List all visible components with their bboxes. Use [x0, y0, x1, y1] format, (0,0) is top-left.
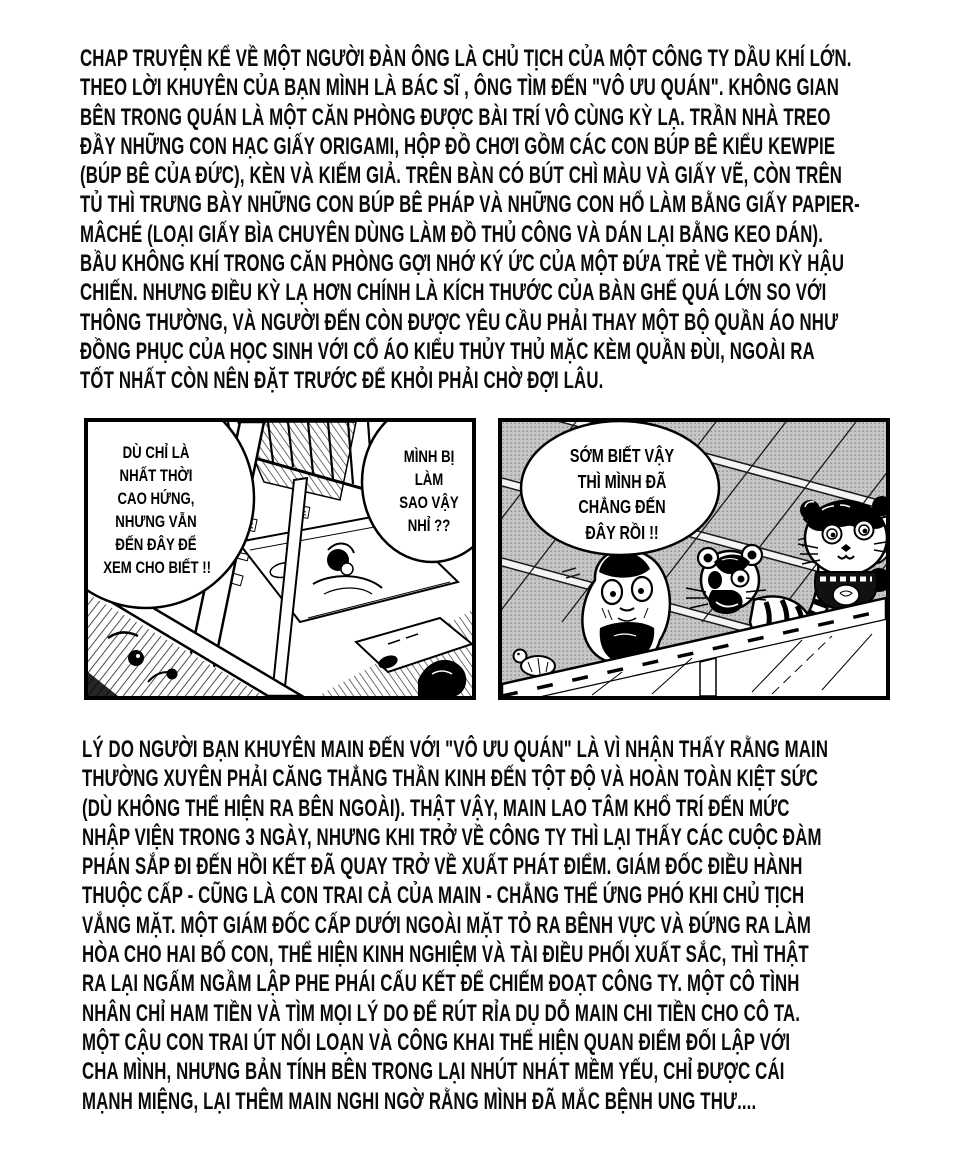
intro-line: CHAP TRUYỆN KỂ VỀ MỘT NGƯỜI ĐÀN ÔNG LÀ CHỦ TỊCH CỦA MỘT CÔNG TY DẦU KHÍ LỚN.	[80, 45, 852, 72]
outro-line: NHẬP VIỆN TRONG 3 NGÀY, NHƯNG KHI TRỞ VỀ CÔNG TY THÌ LẠI THẤY CÁC CUỘC ĐÀM	[82, 823, 822, 851]
intro-line: TỦ THÌ TRƯNG BÀY NHỮNG CON BÚP BÊ PHÁP VÀ NHỮNG CON HỔ LÀM BẰNG GIẤY PAPIER-	[80, 191, 860, 219]
outro-line: RA LẠI NGẤM NGẦM LẬP PHE PHÁI CẤU KẾT ĐỂ CHIẾM ĐOẠT CÔNG TY. MỘT CÔ TÌNH	[82, 970, 800, 998]
outro-line: LÝ DO NGƯỜI BẠN KHUYÊN MAIN ĐẾN VỚI "VÔ ƯU QUÁN" LÀ VÌ NHẬN THẤY RẰNG MAIN	[82, 736, 829, 763]
bubble-line: CAO HỨNG,	[117, 490, 195, 508]
manga-panel-right	[498, 418, 890, 700]
intro-paragraph	[80, 44, 960, 396]
intro-line: THÔNG THƯỜNG, VÀ NGƯỜI ĐẾN CÒN ĐƯỢC YÊU CẦU PHẢI THAY MỘT BỘ QUẦN ÁO NHƯ	[80, 308, 839, 336]
bubble-line: SAO VẬY	[399, 494, 459, 512]
bubble-line: DÙ CHỈ LÀ	[122, 444, 190, 462]
intro-line: (BÚP BÊ CỦA ĐỨC), KÈN VÀ KIẾM GIẢ. TRÊN BÀN CÓ BÚT CHÌ MÀU VÀ GIẤY VẼ, CÒN TRÊN	[80, 162, 843, 190]
intro-line: BẦU KHÔNG KHÍ TRONG CĂN PHÒNG GỢI NHỚ KÝ ỨC CỦA MỘT ĐỨA TRẺ VỀ THỜI KỲ HẬU	[80, 250, 845, 278]
bubble-line: NHẤT THỜI	[119, 467, 193, 485]
outro-paragraph	[82, 735, 960, 1116]
person-face	[341, 563, 353, 575]
bubble-line: LÀM	[414, 471, 444, 489]
intro-line: TỐT NHẤT CÒN NÊN ĐẶT TRƯỚC ĐỂ KHỎI PHẢI CHỜ ĐỢI LÂU.	[80, 367, 604, 395]
outro-line: NHÂN CHỈ HAM TIỀN VÀ TÌM MỌI LÝ DO ĐỂ RÚT RỈA DỤ DỖ MAIN CHI TIỀN CHO CÔ TA.	[82, 999, 801, 1027]
outro-line: VẮNG MẶT. MỘT GIÁM ĐỐC CẤP DƯỚI NGOÀI MẶT TỎ RA BÊNH VỰC VÀ ĐỨNG RA LÀM	[82, 911, 812, 939]
outro-line: (DÙ KHÔNG THỂ HIỆN RA BÊN NGOÀI). THẬT VẬY, MAIN LAO TÂM KHỔ TRÍ ĐẾN MỨC	[82, 794, 790, 822]
outro-line: CHA MÌNH, NHƯNG BẢN TÍNH BÊN TRONG LẠI NHÚT NHÁT MỀM YẾU, CHỈ ĐƯỢC CÁI	[82, 1058, 785, 1086]
intro-line: MÂCHÉ (LOẠI GIẤY BÌA CHUYÊN DÙNG LÀM ĐỒ THỦ CÔNG VÀ DÁN LẠI BẰNG KEO DÁN).	[80, 220, 824, 248]
speech-bubble-left-text	[90, 442, 222, 580]
bubble-line: MÌNH BỊ	[403, 448, 455, 466]
outro-line: MỘT CẬU CON TRAI ÚT NỔI LOẠN VÀ CÔNG KHAI THỂ HIỆN QUAN ĐIỂM ĐỐI LẬP VỚI	[82, 1028, 791, 1056]
speech-bubble-text	[526, 444, 718, 546]
bubble-line: CHẲNG ĐẾN	[578, 497, 666, 517]
bubble-line: XEM CHO BIẾT !!	[103, 559, 211, 577]
bubble-line: NHỈ ??	[407, 517, 451, 535]
bubble-line: ĐẾN ĐÂY ĐỂ	[115, 536, 197, 554]
speech-bubble-right-text	[382, 446, 476, 538]
outro-line: HÒA CHO HAI BỐ CON, THỂ HIỆN KINH NGHIỆM VÀ TÀI ĐIỀU PHỐI XUẤT SẮC, THÌ THẬT	[82, 941, 809, 969]
outro-line: MẠNH MIỆNG, LẠI THÊM MAIN NGHI NGỜ RẰNG MÌNH ĐÃ MẮC BỆNH UNG THƯ....	[82, 1087, 757, 1115]
intro-line: ĐỒNG PHỤC CỦA HỌC SINH VỚI CỔ ÁO KIỂU THỦY THỦ MẶC KÈM QUẦN ĐÙI, NGOÀI RA	[80, 337, 815, 365]
intro-line: CHIẾN. NHƯNG ĐIỀU KỲ LẠ HƠN CHÍNH LÀ KÍCH THƯỚC CỦA BÀN GHẾ QUÁ LỚN SO VỚI	[80, 279, 827, 307]
bubble-line: SỚM BIẾT VẬY	[569, 446, 675, 466]
bubble-line: ĐÂY RỒI !!	[585, 522, 659, 543]
intro-line: BÊN TRONG QUÁN LÀ MỘT CĂN PHÒNG ĐƯỢC BÀI TRÍ VÔ CÙNG KỲ LẠ. TRẦN NHÀ TREO	[80, 103, 831, 131]
intro-line: ĐẦY NHỮNG CON HẠC GIẤY ORIGAMI, HỘP ĐỒ CHƠI GỒM CÁC CON BÚP BÊ KIỂU KEWPIE	[80, 132, 836, 160]
bubble-line: NHƯNG VẪN	[115, 513, 197, 531]
bubble-line: THÌ MÌNH ĐÃ	[577, 471, 667, 492]
outro-line: THUỘC CẤP - CŨNG LÀ CON TRAI CẢ CỦA MAIN - CHẲNG THỂ ỨNG PHÓ KHI CHỦ TỊCH	[82, 882, 805, 910]
intro-line: THEO LỜI KHUYÊN CỦA BẠN MÌNH LÀ BÁC SĨ , ÔNG TÌM ĐẾN "VÔ ƯU QUÁN". KHÔNG GIAN	[80, 74, 840, 102]
outro-line: PHÁN SẮP ĐI ĐẾN HỒI KẾT ĐÃ QUAY TRỞ VỀ XUẤT PHÁT ĐIỂM. GIÁM ĐỐC ĐIỀU HÀNH	[82, 853, 803, 881]
outro-line: THƯỜNG XUYÊN PHẢI CĂNG THẲNG THẦN KINH ĐẾN TỘT ĐỘ VÀ HOÀN TOÀN KIỆT SỨC	[82, 765, 818, 793]
manga-panel-left	[84, 418, 476, 700]
